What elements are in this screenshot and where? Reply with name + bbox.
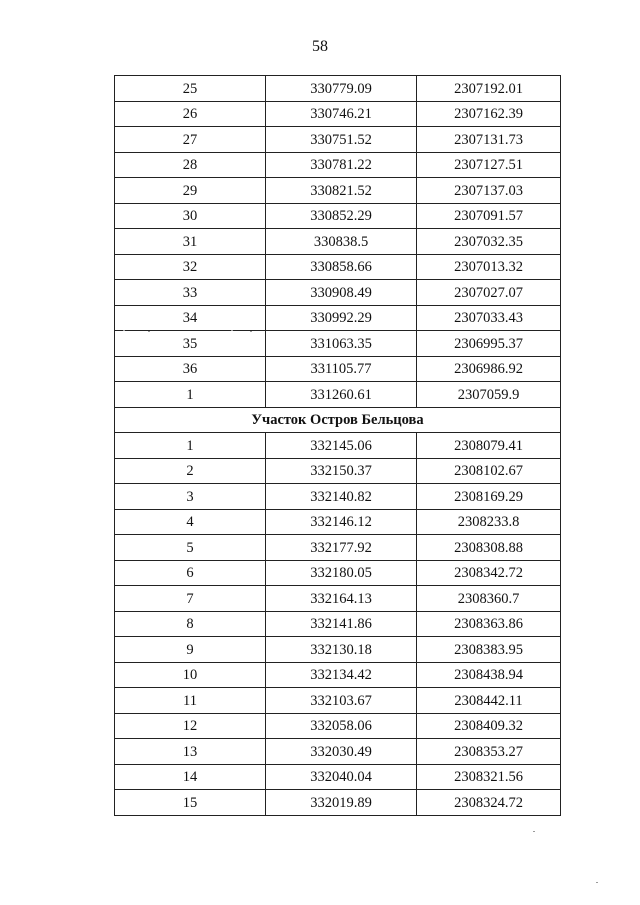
y-coordinate-cell: 2307127.51: [417, 152, 561, 178]
x-coordinate-cell: 332145.06: [266, 433, 417, 459]
coordinate-row: [115, 458, 561, 484]
y-coordinate-cell: 2308363.86: [417, 611, 561, 637]
point-number-cell: 9: [115, 637, 266, 663]
x-coordinate-cell: 330908.49: [266, 280, 417, 306]
x-coordinate-cell: 332141.86: [266, 611, 417, 637]
y-coordinate-cell: 2308353.27: [417, 739, 561, 765]
x-coordinate-cell: 332130.18: [266, 637, 417, 663]
coordinate-row: [115, 764, 561, 790]
point-number-cell: 15: [115, 790, 266, 816]
scan-speck: [596, 882, 598, 883]
y-coordinate-cell: 2307131.73: [417, 127, 561, 153]
coordinate-row: [115, 203, 561, 229]
page-number: 58: [312, 38, 328, 55]
coordinate-row: [115, 662, 561, 688]
y-coordinate-cell: 2308442.11: [417, 688, 561, 714]
point-number-cell: 31: [115, 229, 266, 255]
point-number-cell: 33: [115, 280, 266, 306]
scan-speck: [231, 330, 233, 331]
x-coordinate-cell: 330781.22: [266, 152, 417, 178]
point-number-cell: 14: [115, 764, 266, 790]
y-coordinate-cell: 2307013.32: [417, 254, 561, 280]
y-coordinate-cell: 2308169.29: [417, 484, 561, 510]
x-coordinate-cell: 332140.82: [266, 484, 417, 510]
x-coordinate-cell: 332058.06: [266, 713, 417, 739]
coordinate-row: [115, 152, 561, 178]
coordinate-row: [115, 331, 561, 357]
coordinate-row: [115, 101, 561, 127]
coordinate-row: [115, 790, 561, 816]
y-coordinate-cell: 2308324.72: [417, 790, 561, 816]
x-coordinate-cell: 332134.42: [266, 662, 417, 688]
y-coordinate-cell: 2307192.01: [417, 76, 561, 102]
point-number-cell: 32: [115, 254, 266, 280]
y-coordinate-cell: 2308409.32: [417, 713, 561, 739]
point-number-cell: 3: [115, 484, 266, 510]
x-coordinate-cell: 332146.12: [266, 509, 417, 535]
point-number-cell: 11: [115, 688, 266, 714]
coordinates-table: [114, 75, 561, 816]
point-number-cell: 2: [115, 458, 266, 484]
point-number-cell: 34: [115, 305, 266, 331]
point-number-cell: 30: [115, 203, 266, 229]
y-coordinate-cell: 2308438.94: [417, 662, 561, 688]
point-number-cell: 36: [115, 356, 266, 382]
point-number-cell: 27: [115, 127, 266, 153]
coordinates-table-body: [115, 76, 561, 816]
coordinate-row: [115, 611, 561, 637]
x-coordinate-cell: 330751.52: [266, 127, 417, 153]
point-number-cell: 1: [115, 433, 266, 459]
y-coordinate-cell: 2307032.35: [417, 229, 561, 255]
x-coordinate-cell: 332030.49: [266, 739, 417, 765]
point-number-cell: 10: [115, 662, 266, 688]
coordinate-row: [115, 484, 561, 510]
point-number-cell: 5: [115, 535, 266, 561]
y-coordinate-cell: 2308360.7: [417, 586, 561, 612]
scan-speck: [250, 331, 252, 332]
point-number-cell: 28: [115, 152, 266, 178]
y-coordinate-cell: 2308321.56: [417, 764, 561, 790]
y-coordinate-cell: 2307033.43: [417, 305, 561, 331]
coordinate-row: [115, 127, 561, 153]
coordinate-row: [115, 509, 561, 535]
point-number-cell: 1: [115, 382, 266, 408]
point-number-cell: 8: [115, 611, 266, 637]
y-coordinate-cell: 2307091.57: [417, 203, 561, 229]
coordinate-row: [115, 178, 561, 204]
coordinate-row: [115, 229, 561, 255]
y-coordinate-cell: 2306986.92: [417, 356, 561, 382]
coordinate-row: [115, 637, 561, 663]
y-coordinate-cell: 2308342.72: [417, 560, 561, 586]
x-coordinate-cell: 332040.04: [266, 764, 417, 790]
coordinate-row: [115, 280, 561, 306]
x-coordinate-cell: 330821.52: [266, 178, 417, 204]
coordinate-row: [115, 535, 561, 561]
point-number-cell: 13: [115, 739, 266, 765]
x-coordinate-cell: 330852.29: [266, 203, 417, 229]
x-coordinate-cell: 332180.05: [266, 560, 417, 586]
x-coordinate-cell: 331063.35: [266, 331, 417, 357]
coordinate-row: [115, 76, 561, 102]
y-coordinate-cell: 2308233.8: [417, 509, 561, 535]
coordinate-row: [115, 560, 561, 586]
x-coordinate-cell: 330992.29: [266, 305, 417, 331]
coordinate-row: [115, 739, 561, 765]
coordinate-row: [115, 305, 561, 331]
y-coordinate-cell: 2307162.39: [417, 101, 561, 127]
section-title: Участок Остров Бельцова: [115, 407, 561, 433]
scan-speck: [148, 331, 150, 332]
y-coordinate-cell: 2307137.03: [417, 178, 561, 204]
scan-speck: [123, 330, 125, 331]
y-coordinate-cell: 2308383.95: [417, 637, 561, 663]
x-coordinate-cell: 330746.21: [266, 101, 417, 127]
x-coordinate-cell: 331260.61: [266, 382, 417, 408]
point-number-cell: 35: [115, 331, 266, 357]
point-number-cell: 12: [115, 713, 266, 739]
x-coordinate-cell: 332103.67: [266, 688, 417, 714]
x-coordinate-cell: 330858.66: [266, 254, 417, 280]
y-coordinate-cell: 2308308.88: [417, 535, 561, 561]
x-coordinate-cell: 330838.5: [266, 229, 417, 255]
coordinate-row: [115, 356, 561, 382]
scan-speck: [533, 831, 535, 832]
coordinate-row: [115, 433, 561, 459]
x-coordinate-cell: 332019.89: [266, 790, 417, 816]
coordinate-row: [115, 382, 561, 408]
point-number-cell: 25: [115, 76, 266, 102]
coordinate-row: [115, 254, 561, 280]
x-coordinate-cell: 330779.09: [266, 76, 417, 102]
y-coordinate-cell: 2308102.67: [417, 458, 561, 484]
section-row: [115, 407, 561, 433]
x-coordinate-cell: 332177.92: [266, 535, 417, 561]
point-number-cell: 26: [115, 101, 266, 127]
point-number-cell: 29: [115, 178, 266, 204]
x-coordinate-cell: 332164.13: [266, 586, 417, 612]
x-coordinate-cell: 331105.77: [266, 356, 417, 382]
y-coordinate-cell: 2306995.37: [417, 331, 561, 357]
point-number-cell: 6: [115, 560, 266, 586]
y-coordinate-cell: 2308079.41: [417, 433, 561, 459]
x-coordinate-cell: 332150.37: [266, 458, 417, 484]
y-coordinate-cell: 2307059.9: [417, 382, 561, 408]
coordinate-row: [115, 688, 561, 714]
coordinate-row: [115, 586, 561, 612]
point-number-cell: 4: [115, 509, 266, 535]
y-coordinate-cell: 2307027.07: [417, 280, 561, 306]
point-number-cell: 7: [115, 586, 266, 612]
coordinate-row: [115, 713, 561, 739]
